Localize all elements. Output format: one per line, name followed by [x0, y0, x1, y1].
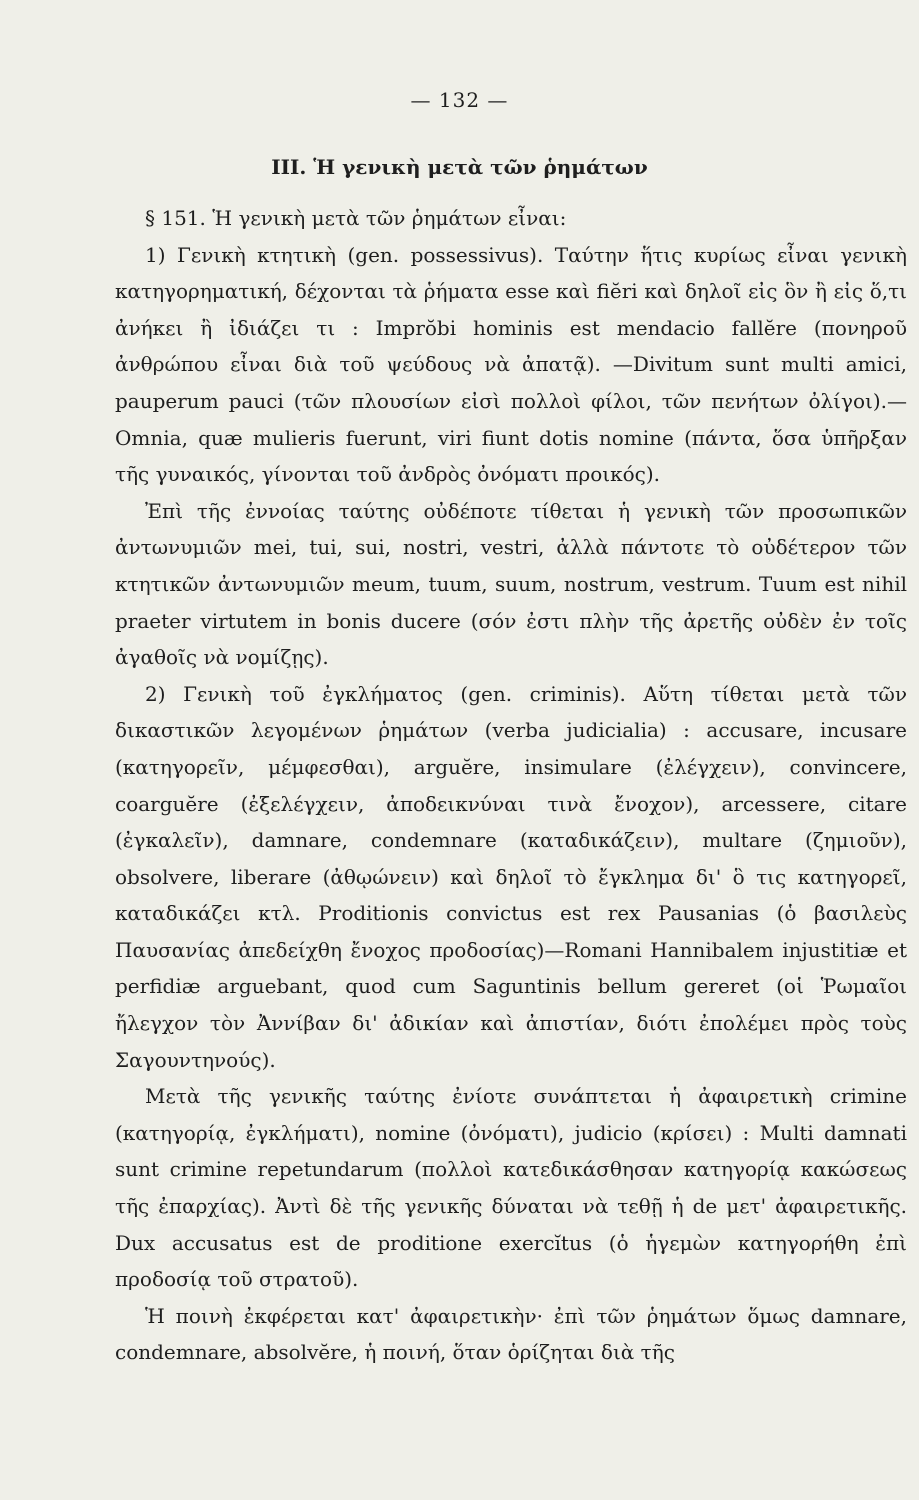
paragraph-penalty: Ἡ ποινὴ ἐκφέρεται κατ' ἀφαιρετικὴν· ἐπὶ τῶν ῥημάτων ὅμως damnare, condemnare, absolvĕre, ἡ ποινή, ὅταν ὁρίζηται διὰ τῆς [115, 1303, 907, 1365]
paragraph-section-intro: § 151. Ἡ γενικὴ μετὰ τῶν ῥημάτων εἶναι: [145, 206, 567, 230]
page-number: — 132 — [410, 88, 509, 112]
paragraph-genitive-possessive: 1) Γενικὴ κτητικὴ (gen. possessivus). Ταύτην ἥτις κυρίως εἶναι γενικὴ κατηγορηματική, δέχονται τὰ ῥήματα esse καὶ fiĕri καὶ δηλοῖ εἰς ὃν ἢ εἰς ὅ,τι ἀνήκει ἢ ἰδιάζει τι : Imprŏbi hominis est mendacio fallĕre (πονηροῦ ἀνθρώπου εἶναι διὰ τοῦ ψεύδους νὰ ἀπατᾷ). —Divitum sunt multi amici, pauperum pauci (τῶν πλουσίων εἰσὶ πολλοὶ φίλοι, τῶν πενήτων ὀλίγοι).—Omnia, quæ mulieris fuerunt, viri fiunt dotis nomine (πάντα, ὅσα ὑπῆρξαν τῆς γυναικός, γίνονται τοῦ ἀνδρὸς ὀνόματι προικός). [115, 242, 907, 487]
paragraph-pronouns: Ἐπὶ τῆς ἐννοίας ταύτης οὐδέποτε τίθεται ἡ γενικὴ τῶν προσωπικῶν ἀντωνυμιῶν mei, tui, sui, nostri, vestri, ἀλλὰ πάντοτε τὸ οὐδέτερον τῶν κτητικῶν ἀντωνυμιῶν meum, tuum, suum, nostrum, vestrum. Tuum est nihil praeter virtutem in bonis ducere (σόν ἐστι πλὴν τῆς ἀρετῆς οὐδὲν ἐν τοῖς ἀγαθοῖς νὰ νομίζῃς). [115, 498, 907, 670]
section-heading: ΙΙΙ. Ἡ γενικὴ μετὰ τῶν ῥημάτων [271, 155, 648, 179]
body-text [115, 200, 907, 1371]
paragraph-ablative: Μετὰ τῆς γενικῆς ταύτης ἐνίοτε συνάπτεται ἡ ἀφαιρετικὴ crimine (κατηγορίᾳ, ἐγκλήματι), nomine (ὀνόματι), judicio (κρίσει) : Multi damnati sunt crimine repetundarum (πολλοὶ κατεδικάσθησαν κατηγορίᾳ κακώσεως τῆς ἐπαρχίας). Ἀντὶ δὲ τῆς γενικῆς δύναται νὰ τεθῇ ἡ de μετ' ἀφαιρετικῆς. Dux accusatus est de proditione exercĭtus (ὁ ἡγεμὼν κατηγορήθη ἐπὶ προδοσίᾳ τοῦ στρατοῦ). [115, 1084, 907, 1292]
paragraph-genitive-criminis: 2) Γενικὴ τοῦ ἐγκλήματος (gen. criminis). Αὕτη τίθεται μετὰ τῶν δικαστικῶν λεγομένων ῥημάτων (verba judicialia) : accusare, incusare (κατηγορεῖν, μέμφεσθαι), arguĕre, insimulare (ἐλέγχειν), convincere, coarguĕre (ἐξελέγχειν, ἀποδεικνύναι τινὰ ἔνοχον), arcessere, citare (ἐγκαλεῖν), damnare, condemnare (καταδικάζειν), multare (ζημιοῦν), obsolvere, liberare (ἀθῳώνειν) καὶ δηλοῖ τὸ ἔγκλημα δι' ὃ τις κατηγορεῖ, καταδικάζει κτλ. Proditionis convictus est rex Pausanias (ὁ βασιλεὺς Παυσανίας ἀπεδείχθη ἔνοχος προδοσίας)—Romani Hannibalem injustitiæ et perfidiæ arguebant, quod cum Saguntinis bellum gereret (οἱ Ῥωμαῖοι ἤλεγχον τὸν Ἀννίβαν δι' ἀδικίαν καὶ ἀπιστίαν, διότι ἐπολέμει πρὸς τοὺς Σαγουντηνούς). [115, 681, 907, 1072]
